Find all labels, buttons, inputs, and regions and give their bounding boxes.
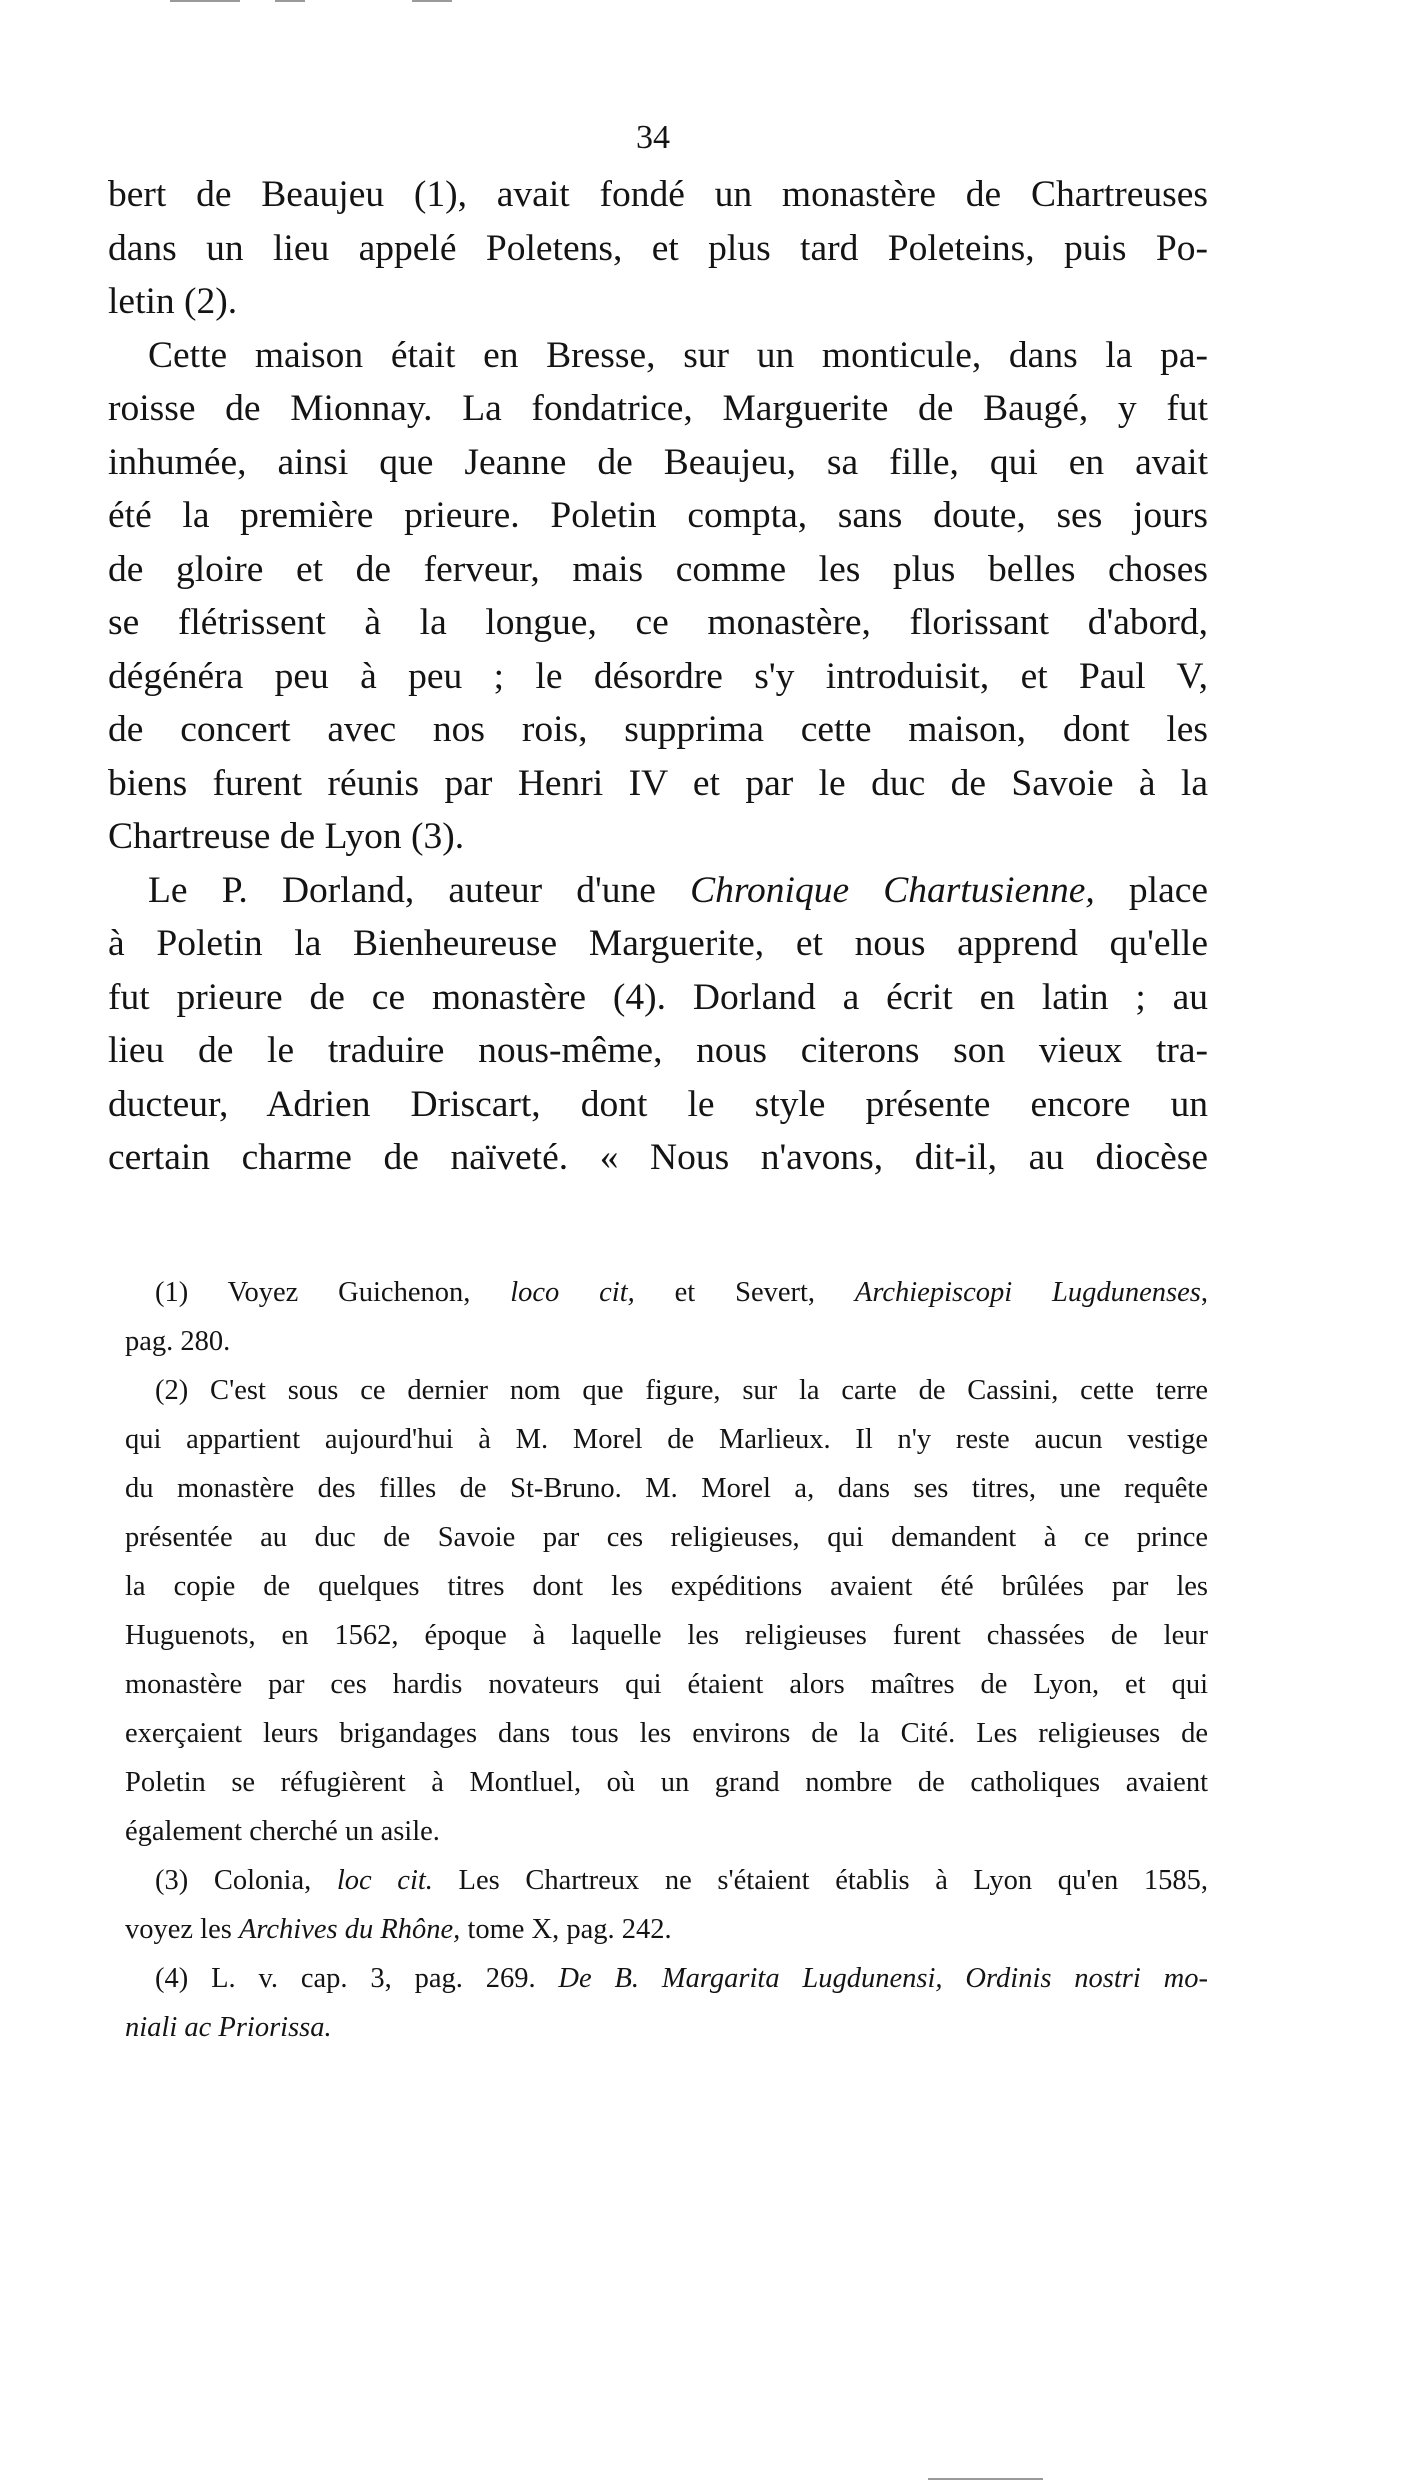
footnote-line: qui appartient aujourd'hui à M. Morel de Marlieux. Il n'y reste aucun vestige	[125, 1424, 1208, 1455]
body-line: lieu de le traduire nous-même, nous citerons son vieux tra-	[108, 1030, 1208, 1071]
footnote-line: présentée au duc de Savoie par ces religieuses, qui demandent à ce prince	[125, 1522, 1208, 1553]
footnote-text: voyez les	[125, 1914, 239, 1945]
body-line: dans un lieu appelé Poletens, et plus tard Poleteins, puis Po-	[108, 227, 1208, 269]
footnote-italic: Archiepiscopi Lugdunenses	[854, 1277, 1201, 1308]
footnote-line: également cherché un asile.	[125, 1816, 440, 1847]
body-line: Cette maison était en Bresse, sur un monticule, dans la pa-	[148, 334, 1208, 376]
footnote-line: (2) C'est sous ce dernier nom que figure, sur la carte de Cassini, cette terre	[155, 1375, 1208, 1406]
body-line: certain charme de naïveté. « Nous n'avons, dit-il, au diocèse	[108, 1137, 1208, 1178]
body-line-italic: Chronique Chartusienne,	[690, 869, 1095, 911]
body-line	[108, 864, 1208, 918]
footnote-text: tome X, pag. 242.	[460, 1914, 672, 1945]
footnote-line	[125, 1268, 1208, 1317]
body-line: Chartreuse de Lyon (3).	[108, 816, 465, 857]
footnote-line: la copie de quelques titres dont les expéditions avaient été brûlées par les	[125, 1571, 1208, 1602]
page-number: 34	[636, 119, 670, 156]
scan-mark-top-right	[412, 0, 452, 2]
body-line: bert de Beaujeu (1), avait fondé un monastère de Chartreuses	[108, 174, 1208, 215]
footnote-italic: Archives du Rhône,	[238, 1914, 461, 1945]
footnote-line: du monastère des filles de St-Bruno. M. Morel a, dans ses titres, une requête	[125, 1473, 1208, 1504]
footnote-text: ,	[1200, 1277, 1208, 1308]
body-line-text: place	[1094, 869, 1208, 911]
footnote-italic: De B. Margarita Lugdunensi, Ordinis nostri mo-	[558, 1963, 1208, 1994]
footnote-line: pag. 280.	[125, 1326, 231, 1357]
body-line: à Poletin la Bienheureuse Marguerite, et nous apprend qu'elle	[108, 923, 1208, 964]
footnote-text: Les Chartreux ne s'étaient établis à Lyon qu'en 1585,	[432, 1865, 1208, 1896]
footnote-line	[125, 1954, 1208, 2003]
body-line: de gloire et de ferveur, mais comme les plus belles choses	[108, 548, 1208, 590]
footnote-line: monastère par ces hardis novateurs qui étaient alors maîtres de Lyon, et qui	[125, 1669, 1208, 1700]
body-line: inhumée, ainsi que Jeanne de Beaujeu, sa fille, qui en avait	[108, 441, 1208, 483]
main-text	[108, 168, 1208, 1185]
body-line: été la première prieure. Poletin compta, sans doute, ses jours	[108, 495, 1208, 536]
footnote-italic: niali ac Priorissa.	[125, 2012, 332, 2043]
footnote-line: exerçaient leurs brigandages dans tous les environs de la Cité. Les religieuses de	[125, 1718, 1208, 1749]
footnote-text: (4) L. v. cap. 3, pag. 269.	[155, 1963, 559, 1994]
body-line: letin (2).	[108, 281, 238, 322]
body-line: de concert avec nos rois, supprima cette maison, dont les	[108, 709, 1208, 750]
footnotes	[125, 1268, 1208, 2052]
footnote-italic: loc cit.	[336, 1865, 433, 1896]
body-line-text: Le P. Dorland, auteur d'une	[148, 869, 691, 911]
footnote-line	[125, 2003, 1208, 2052]
body-line: roisse de Mionnay. La fondatrice, Marguerite de Baugé, y fut	[108, 388, 1208, 429]
footnote-text: (1) Voyez Guichenon,	[155, 1277, 511, 1308]
scan-mark-top-middle	[275, 0, 305, 2]
footnote-line	[125, 1856, 1208, 1905]
body-line: ducteur, Adrien Driscart, dont le style présente encore un	[108, 1083, 1208, 1125]
footnote-line: Poletin se réfugièrent à Montluel, où un grand nombre de catholiques avaient	[125, 1767, 1208, 1798]
scan-mark-bottom	[928, 2478, 1043, 2480]
body-line: se flétrissent à la longue, ce monastère, florissant d'abord,	[108, 602, 1208, 643]
scan-mark-top-left	[170, 0, 240, 2]
body-line: dégénéra peu à peu ; le désordre s'y introduisit, et Paul V,	[108, 655, 1208, 697]
body-line: fut prieure de ce monastère (4). Dorland a écrit en latin ; au	[108, 976, 1208, 1018]
footnote-text: (3) Colonia,	[155, 1865, 337, 1896]
footnote-italic: loco cit,	[510, 1277, 635, 1308]
footnote-text: et Severt,	[634, 1277, 855, 1308]
body-line: biens furent réunis par Henri IV et par le duc de Savoie à la	[108, 762, 1208, 804]
footnote-line: Huguenots, en 1562, époque à laquelle les religieuses furent chassées de leur	[125, 1620, 1208, 1651]
footnote-line	[125, 1905, 1208, 1954]
